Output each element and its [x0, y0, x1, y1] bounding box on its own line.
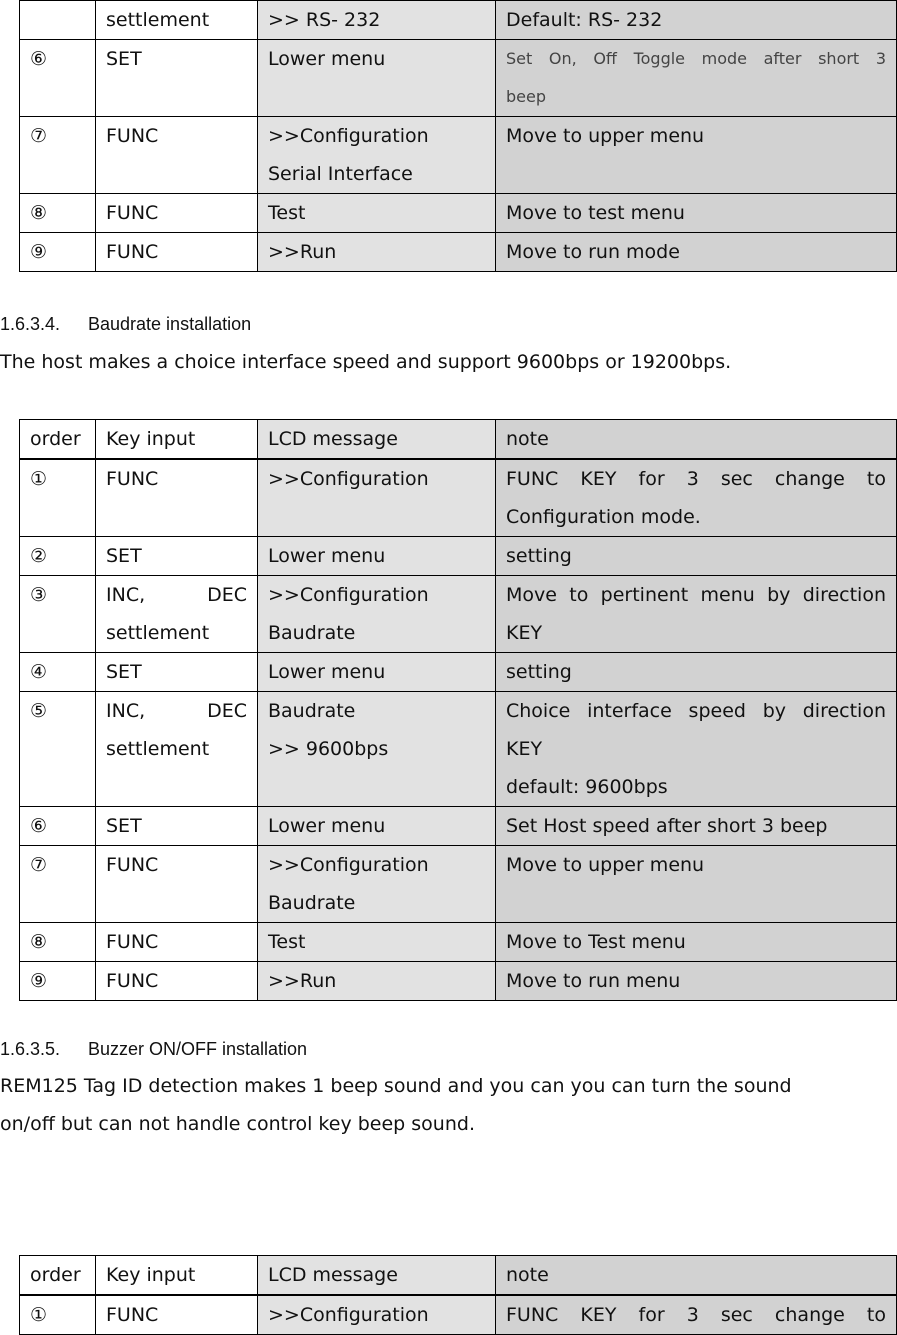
order-cell: [20, 459, 96, 537]
key-input-cell: [96, 923, 258, 962]
note-cell-line: Move to test menu: [506, 202, 685, 224]
buzzer-description-line2: on/off but can not handle control key beep sound.: [0, 1113, 475, 1135]
order-cell-line: ⑨: [30, 970, 48, 992]
key-input-cell-line: settlement: [106, 622, 210, 644]
lcd-message-cell: [258, 1, 496, 40]
section-title: Buzzer ON/OFF installation: [88, 1039, 308, 1059]
lcd-message-cell: [258, 807, 496, 846]
key-input-cell: [96, 40, 258, 117]
note-cell-line: Default: RS- 232: [506, 9, 663, 31]
header-order: [20, 420, 96, 460]
header-order-line: order: [30, 428, 81, 450]
lcd-message-cell-line: >>Configuration: [268, 1304, 429, 1326]
serial-settings-table: [19, 0, 897, 272]
order-cell: [20, 117, 96, 194]
table-header-row: [20, 420, 897, 460]
note-cell-line: KEY: [506, 738, 543, 760]
note-cell-line: Move to run menu: [506, 970, 681, 992]
lcd-message-cell-line: >> 9600bps: [268, 738, 389, 760]
order-cell-line: ①: [30, 1304, 48, 1326]
note-cell: [496, 692, 897, 807]
key-input-cell-line: FUNC: [106, 1304, 159, 1326]
lcd-message-cell-line: Lower menu: [268, 661, 386, 683]
key-input-cell: [96, 194, 258, 233]
lcd-message-cell-line: Test: [268, 931, 306, 953]
order-cell: [20, 962, 96, 1001]
table-row: [20, 40, 897, 117]
order-cell-line: ④: [30, 661, 48, 683]
key-input-cell-line: INC, DEC: [106, 584, 247, 606]
key-input-cell: [96, 653, 258, 692]
order-cell-line: ⑨: [30, 241, 48, 263]
key-input-cell-line: INC, DEC: [106, 700, 247, 722]
note-cell: [496, 1295, 897, 1335]
order-cell: [20, 923, 96, 962]
baudrate-description: The host makes a choice interface speed and support 9600bps or 19200bps.: [0, 351, 732, 373]
header-key-input-line: Key input: [106, 428, 196, 450]
key-input-cell-line: SET: [106, 661, 142, 683]
order-cell-line: ⑦: [30, 854, 48, 876]
order-cell: [20, 653, 96, 692]
key-input-cell: [96, 962, 258, 1001]
key-input-cell-line: SET: [106, 48, 142, 70]
key-input-cell: [96, 537, 258, 576]
order-cell: [20, 537, 96, 576]
order-cell: [20, 576, 96, 653]
table-body: [20, 1, 897, 272]
header-key-input-line: Key input: [106, 1264, 196, 1286]
key-input-cell-line: settlement: [106, 738, 210, 760]
lcd-message-cell-line: >>Run: [268, 970, 337, 992]
order-cell: [20, 807, 96, 846]
lcd-message-cell: [258, 923, 496, 962]
lcd-message-cell-line: Baudrate: [268, 622, 356, 644]
header-note-line: note: [506, 1264, 549, 1286]
note-cell-line: Choice interface speed by direction: [506, 700, 886, 722]
order-cell: [20, 40, 96, 117]
section-number: 1.6.3.5.: [0, 1039, 61, 1059]
table-body: [20, 420, 897, 1001]
note-cell-line: Move to upper menu: [506, 854, 705, 876]
table-row: [20, 537, 897, 576]
order-cell-line: ②: [30, 545, 48, 567]
note-cell-line: Move to run mode: [506, 241, 680, 263]
key-input-cell: [96, 1, 258, 40]
header-note-line: note: [506, 428, 549, 450]
header-lcd-message-line: LCD message: [268, 428, 398, 450]
lcd-message-cell-line: Test: [268, 202, 306, 224]
lcd-message-cell-line: Lower menu: [268, 545, 386, 567]
key-input-cell: [96, 1295, 258, 1335]
note-cell: [496, 807, 897, 846]
table-row: [20, 923, 897, 962]
order-cell: [20, 233, 96, 272]
order-cell: [20, 194, 96, 233]
key-input-cell-line: FUNC: [106, 241, 159, 263]
baudrate-table: [19, 419, 897, 1001]
order-cell-line: ⑥: [30, 48, 48, 70]
order-cell-line: ⑧: [30, 931, 48, 953]
lcd-message-cell: [258, 40, 496, 117]
table-row: [20, 576, 897, 653]
order-cell-line: ⑤: [30, 700, 48, 722]
buzzer-description-line1: REM125 Tag ID detection makes 1 beep sound and you can you can turn the sound: [0, 1075, 792, 1097]
header-order: [20, 1256, 96, 1296]
section-title: Baudrate installation: [88, 314, 252, 334]
note-cell-line: Move to upper menu: [506, 125, 705, 147]
lcd-message-cell: [258, 846, 496, 923]
lcd-message-cell: [258, 1295, 496, 1335]
key-input-cell: [96, 576, 258, 653]
key-input-cell-line: SET: [106, 545, 142, 567]
note-cell-line: Set On, Off Toggle mode after short 3 beep: [506, 49, 886, 106]
note-cell: [496, 117, 897, 194]
key-input-cell: [96, 459, 258, 537]
key-input-cell: [96, 233, 258, 272]
table-row: [20, 653, 897, 692]
note-cell-line: Set Host speed after short 3 beep: [506, 815, 828, 837]
lcd-message-cell-line: >>Configuration: [268, 125, 429, 147]
table-row: [20, 846, 897, 923]
lcd-message-cell-line: >>Configuration: [268, 468, 429, 490]
table-row: [20, 117, 897, 194]
note-cell-line: setting: [506, 661, 572, 683]
note-cell-line: FUNC KEY for 3 sec change to: [506, 468, 886, 490]
lcd-message-cell-line: >>Configuration: [268, 854, 429, 876]
note-cell: [496, 459, 897, 537]
lcd-message-cell-line: >>Run: [268, 241, 337, 263]
key-input-cell-line: FUNC: [106, 970, 159, 992]
order-cell-line: ⑦: [30, 125, 48, 147]
table-row: [20, 1, 897, 40]
key-input-cell-line: SET: [106, 815, 142, 837]
note-cell: [496, 194, 897, 233]
lcd-message-cell-line: Lower menu: [268, 48, 386, 70]
note-cell: [496, 537, 897, 576]
note-cell-line: Move to Test menu: [506, 931, 686, 953]
key-input-cell-line: FUNC: [106, 202, 159, 224]
order-cell-line: [30, 1, 85, 39]
note-cell: [496, 653, 897, 692]
table-row: [20, 194, 897, 233]
table-row: [20, 692, 897, 807]
lcd-message-cell-line: >> RS- 232: [268, 9, 381, 31]
lcd-message-cell-line: Lower menu: [268, 815, 386, 837]
note-cell: [496, 40, 897, 117]
note-cell: [496, 962, 897, 1001]
lcd-message-cell: [258, 194, 496, 233]
section-number: 1.6.3.4.: [0, 314, 61, 334]
note-cell: [496, 846, 897, 923]
order-cell: [20, 1295, 96, 1335]
lcd-message-cell: [258, 117, 496, 194]
note-cell-line: Configuration mode.: [506, 506, 701, 528]
key-input-cell-line: settlement: [106, 9, 210, 31]
lcd-message-cell-line: Serial Interface: [268, 163, 413, 185]
order-cell: [20, 1, 96, 40]
lcd-message-cell: [258, 537, 496, 576]
header-key-input: [96, 420, 258, 460]
header-note: [496, 420, 897, 460]
order-cell-line: ⑥: [30, 815, 48, 837]
lcd-message-cell: [258, 653, 496, 692]
lcd-message-cell-line: Baudrate: [268, 700, 356, 722]
order-cell: [20, 846, 96, 923]
header-lcd-message: [258, 420, 496, 460]
table-row: [20, 1295, 897, 1335]
header-note: [496, 1256, 897, 1296]
header-order-line: order: [30, 1264, 81, 1286]
key-input-cell-line: FUNC: [106, 854, 159, 876]
order-cell-line: ⑧: [30, 202, 48, 224]
lcd-message-cell-line: >>Configuration: [268, 584, 429, 606]
section-heading-baudrate: [0, 314, 251, 335]
header-lcd-message-line: LCD message: [268, 1264, 398, 1286]
key-input-cell: [96, 807, 258, 846]
key-input-cell-line: FUNC: [106, 125, 159, 147]
key-input-cell-line: FUNC: [106, 931, 159, 953]
table-row: [20, 233, 897, 272]
table-row: [20, 962, 897, 1001]
note-cell: [496, 233, 897, 272]
header-lcd-message: [258, 1256, 496, 1296]
lcd-message-cell: [258, 962, 496, 1001]
order-cell-line: ①: [30, 468, 48, 490]
note-cell-line: setting: [506, 545, 572, 567]
note-cell-line: FUNC KEY for 3 sec change to: [506, 1304, 886, 1326]
note-cell-line: KEY: [506, 622, 543, 644]
table-body: [20, 1256, 897, 1335]
key-input-cell-line: FUNC: [106, 468, 159, 490]
order-cell-line: ③: [30, 584, 48, 606]
order-cell: [20, 692, 96, 807]
note-cell: [496, 923, 897, 962]
lcd-message-cell: [258, 576, 496, 653]
key-input-cell: [96, 692, 258, 807]
note-cell-line: default: 9600bps: [506, 776, 668, 798]
note-cell-line: Move to pertinent menu by direction: [506, 584, 886, 606]
buzzer-table: [19, 1255, 897, 1335]
table-row: [20, 807, 897, 846]
lcd-message-cell: [258, 233, 496, 272]
lcd-message-cell: [258, 692, 496, 807]
table-row: [20, 459, 897, 537]
lcd-message-cell-line: Baudrate: [268, 892, 356, 914]
key-input-cell: [96, 846, 258, 923]
note-cell: [496, 1, 897, 40]
section-heading-buzzer: [0, 1039, 307, 1060]
header-key-input: [96, 1256, 258, 1296]
key-input-cell: [96, 117, 258, 194]
table-header-row: [20, 1256, 897, 1296]
lcd-message-cell: [258, 459, 496, 537]
note-cell: [496, 576, 897, 653]
